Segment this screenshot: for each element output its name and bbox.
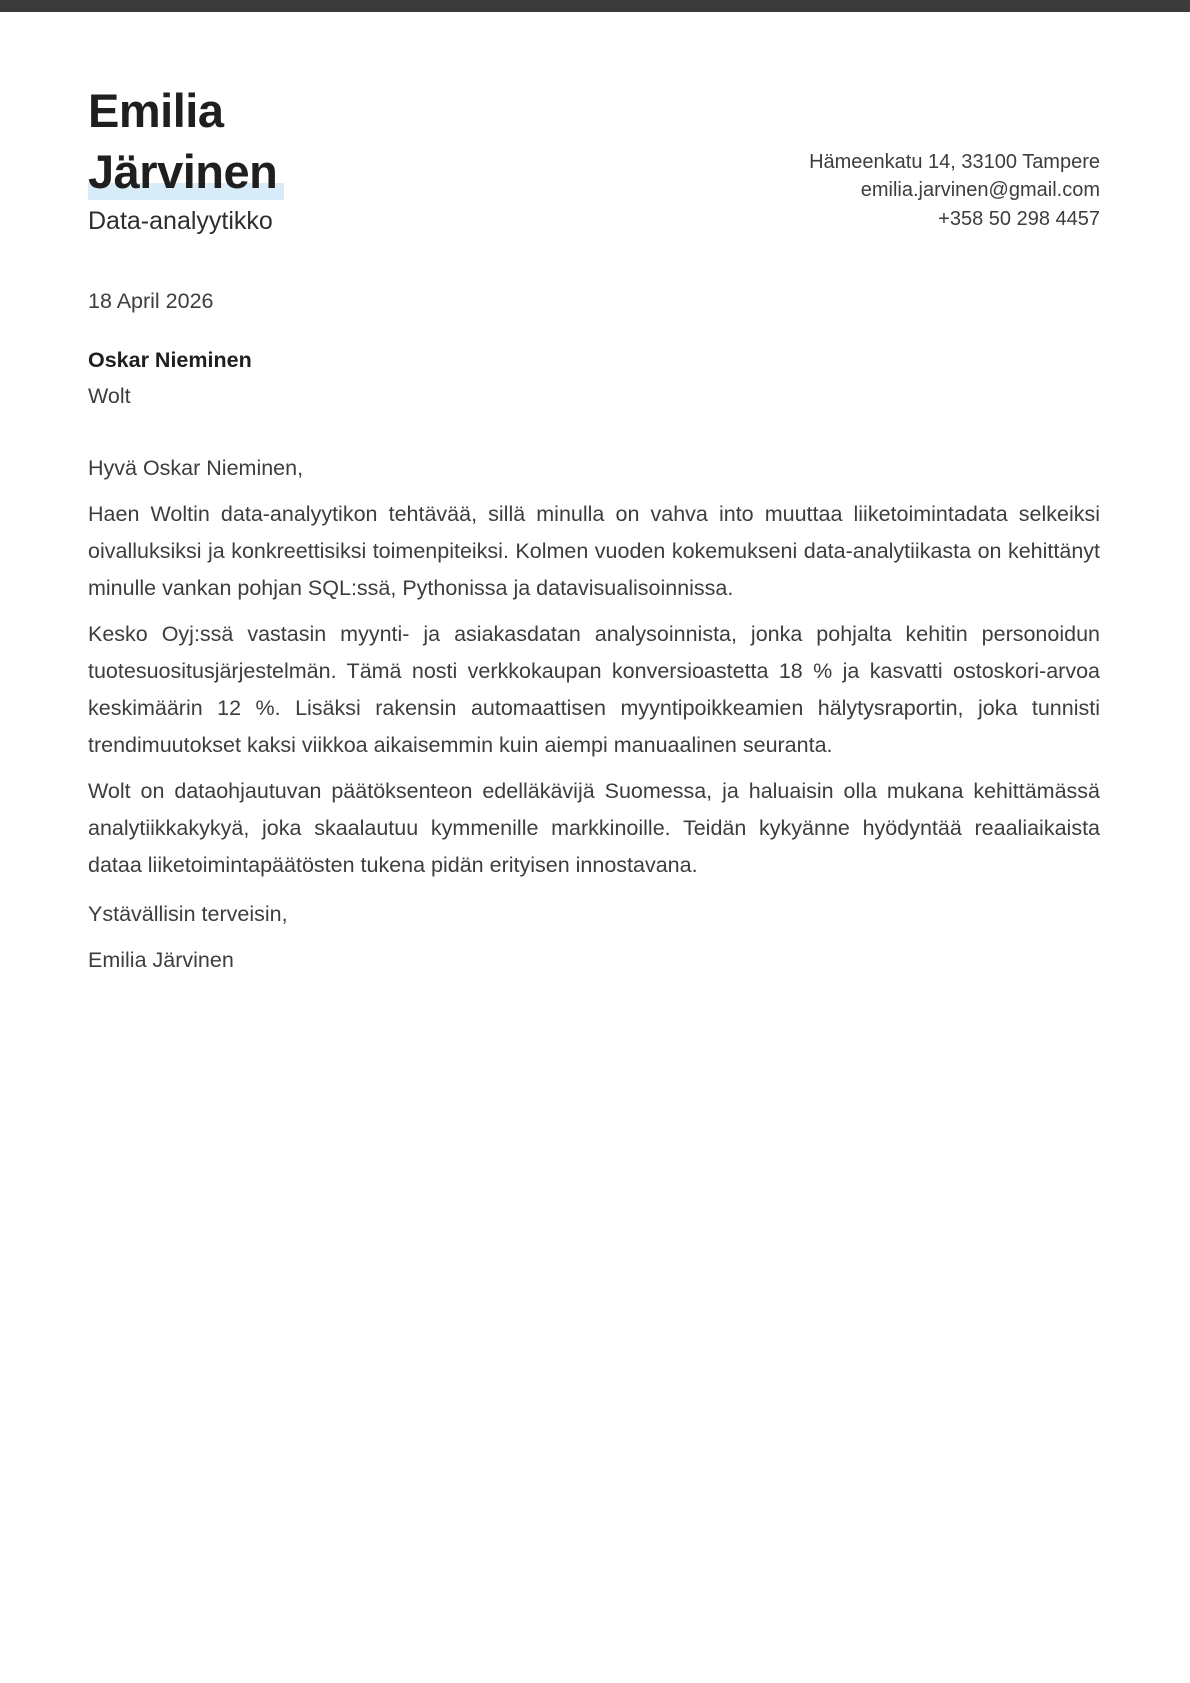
contact-phone: +358 50 298 4457 xyxy=(938,207,1100,230)
letter-header xyxy=(88,80,1100,238)
letter-greeting: Hyvä Oskar Nieminen, xyxy=(88,456,304,480)
recipient-name: Oskar Nieminen xyxy=(88,348,252,372)
sender-last-name: Järvinen xyxy=(88,141,284,202)
letter-closing: Ystävällisin terveisin, xyxy=(88,902,288,926)
page-content xyxy=(0,12,1190,979)
contact-email: emilia.jarvinen@gmail.com xyxy=(860,179,1100,201)
page-top-bar xyxy=(0,0,1190,12)
letter-paragraph: Haen Woltin data-analyytikon tehtävää, sillä minulla on vahva into muuttaa liiketoimintadata selkeiksi oivalluksiksi ja konkreettisiksi toimenpiteiksi. Kolmen vuoden kokemukseni data-analytiikasta on kehittänyt minulle vankan pohjan SQL:ssä, Pythonissa ja datavisualisoinnissa. xyxy=(88,502,1100,600)
sender-name xyxy=(88,80,284,202)
contact-info xyxy=(809,148,1100,239)
sender-first-name: Emilia xyxy=(88,84,224,137)
contact-address: Hämeenkatu 14, 33100 Tampere xyxy=(809,150,1100,173)
recipient-block xyxy=(88,342,1100,414)
letter-date: 18 April 2026 xyxy=(88,289,214,313)
letter-paragraph: Wolt on dataohjautuvan päätöksenteon edelläkävijä Suomessa, ja haluaisin olla mukana kehittämässä analytiikkakykyä, joka skaalautuu kymmenille markkinoille. Teidän kykyänne hyödyntää reaaliaikaista dataa liiketoimintapäätösten tukena pidän erityisen innostavana. xyxy=(88,779,1100,877)
recipient-company: Wolt xyxy=(88,384,131,408)
sender-identity xyxy=(88,80,284,238)
letter-body xyxy=(88,450,1100,979)
sender-job-title: Data-analyytikko xyxy=(88,207,273,235)
letter-paragraph: Kesko Oyj:ssä vastasin myynti- ja asiakasdatan analysoinnista, jonka pohjalta kehitin personoidun tuotesuositusjärjestelmän. Tämä nosti verkkokaupan konversioastetta 18 % ja kasvatti ostoskori-arvoa keskimäärin 12 %. Lisäksi rakensin automaattisen myyntipoikkeamien hälytysraportin, joka tunnisti trendimuutokset kaksi viikkoa aikaisemmin kuin aiempi manuaalinen seuranta. xyxy=(88,622,1100,757)
letter-signature: Emilia Järvinen xyxy=(88,948,234,972)
